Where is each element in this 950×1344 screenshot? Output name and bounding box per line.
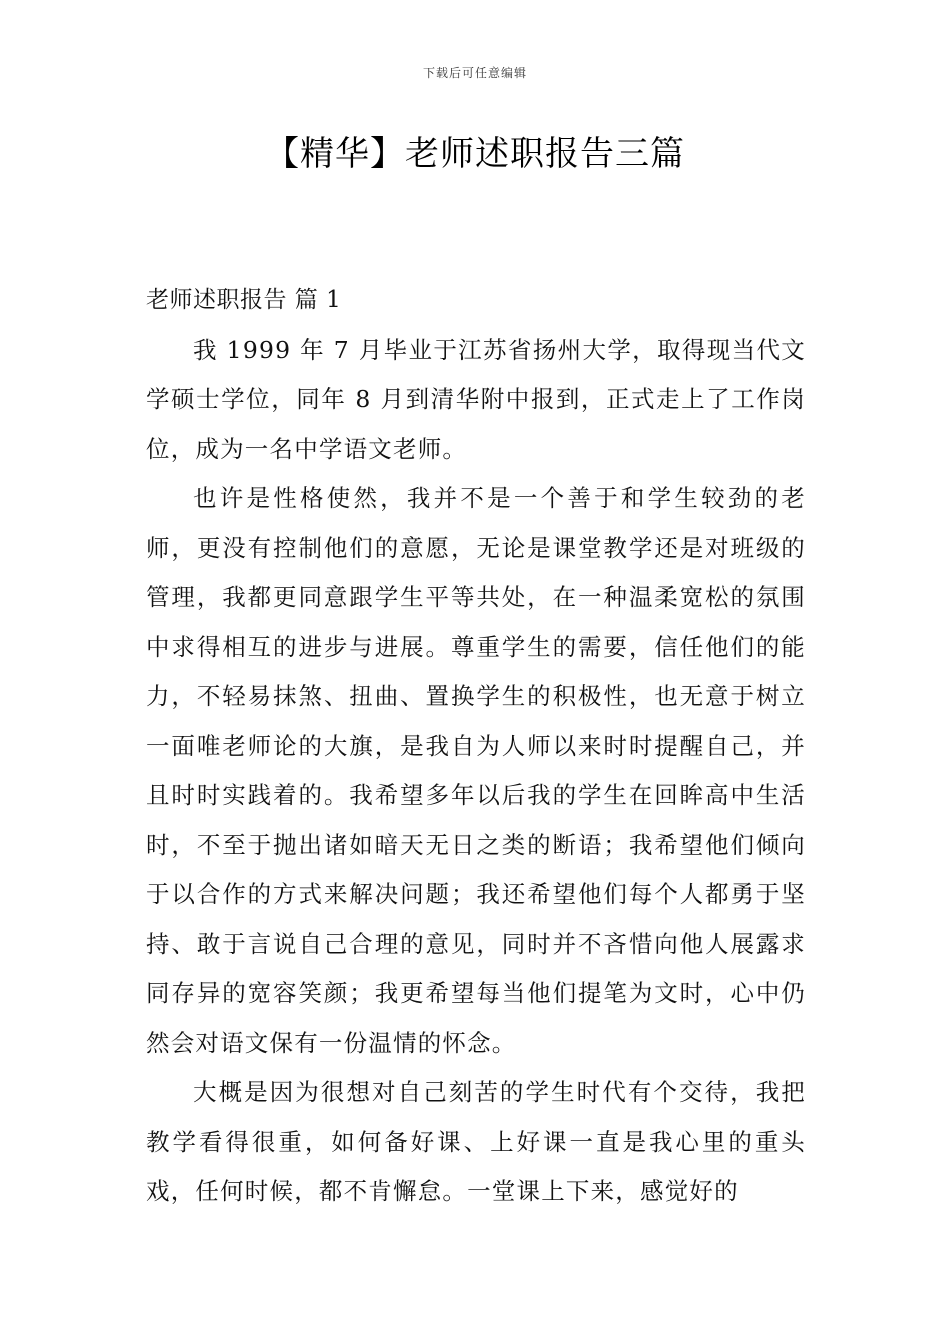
paragraph: 也许是性格使然，我并不是一个善于和学生较劲的老师，更没有控制他们的意愿，无论是课堂教学还是对班级的管理，我都更同意跟学生平等共处，在一种温柔宽松的氛围中求得相互的进步与进展。尊重学生的需要，信任他们的能力，不轻易抹煞、扭曲、置换学生的积极性，也无意于树立一面唯老师论的大旗，是我自为人师以来时时提醒自己，并且时时实践着的。我希望多年以后我的学生在回眸高中生活时，不至于抛出诸如暗天无日之类的断语；我希望他们倾向于以合作的方式来解决问题；我还希望他们每个人都勇于坚持、敢于言说自己合理的意见，同时并不吝惜向他人展露求同存异的宽容笑颜；我更希望每当他们提笔为文时，心中仍然会对语文保有一份温情的怀念。 bbox=[146, 484, 806, 1057]
document-title: 【精华】老师述职报告三篇 bbox=[265, 134, 685, 174]
section-heading: 老师述职报告 篇 1 bbox=[146, 287, 342, 313]
paragraph: 大概是因为很想对自己刻苦的学生时代有个交待，我把教学看得很重，如何备好课、上好课一直是我心里的重头戏，任何时候，都不肯懈怠。一堂课上下来，感觉好的 bbox=[146, 1078, 806, 1205]
header-note: 下载后可任意编辑 bbox=[422, 66, 527, 80]
document-body bbox=[146, 276, 806, 1217]
paragraph: 我 1999 年 7 月毕业于江苏省扬州大学，取得现当代文学硕士学位，同年 8 月到清华附中报到，正式走上了工作岗位，成为一名中学语文老师。 bbox=[146, 335, 806, 463]
